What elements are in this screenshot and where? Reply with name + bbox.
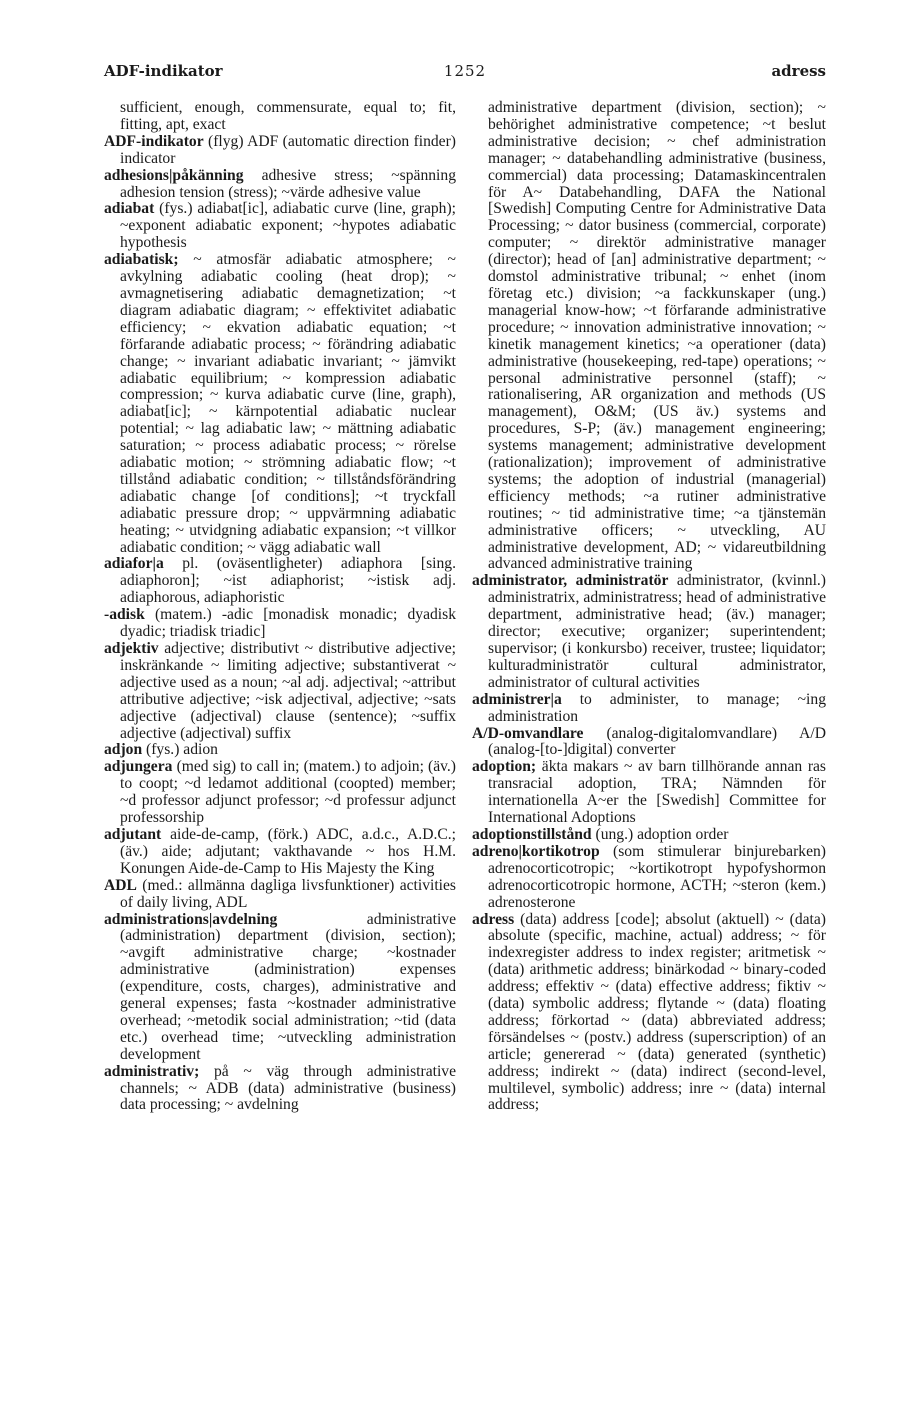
definition: (fys.) adiabat[ic], adiabatic curve (line, graph); ~exponent adiabatic exponent; ~hypotes adiabatic hypothesis [120, 200, 456, 252]
definition: (med sig) to call in; (matem.) to adjoin; (äv.) to coopt; ~d ledamot additional (coopted) member; ~d professor adjunct professor; ~d professur adjunct professorship [120, 758, 456, 827]
definition: administrator, (kvinnl.) administratrix, administratress; head of administrative department, administrative head; (äv.) manager; director; executive; organizer; superintendent; supervisor; (i konkursbo) receiver, trustee; liquidator; kulturadministratör cultural administrator, administrator of cultural activities [488, 572, 826, 691]
headword: adjon [104, 741, 143, 759]
dictionary-entry [472, 726, 826, 760]
page-header [104, 58, 826, 88]
dictionary-entry [104, 878, 456, 912]
definition: aide-de-camp, (förk.) ADC, a.d.c., A.D.C.; (äv.) aide; adjutant; vakthavande ~ hos H.M. Konungen Aide-de-Camp to His Majesty the King [120, 825, 456, 877]
definition: ~ atmosfär adiabatic atmosphere; ~ avkylning adiabatic cooling (heat drop); ~ avmagnetisering adiabatic demagnetization; ~t diagram adiabatic diagram; ~ effektivitet adiabatic efficiency; ~ ekvation adiabatic equation; ~t förfarande adiabatic process; ~ förändring adiabatic change; ~ invariant adiabatic invariant; ~ jämvikt adiabatic equilibrium; ~ kompression adiabatic compression; ~ kurva adiabatic curve (line, graph), adiabat[ic]; ~ kärnpotential adiabatic nuclear potential; ~ lag adiabatic law; ~ mättning adiabatic saturation; ~ process adiabatic process; ~ rörelse adiabatic motion; ~ strömning adiabatic flow; ~t tillstånd adiabatic condition; ~ tillståndsförändring adiabatic change [of conditions]; ~t tryckfall adiabatic pressure drop; ~ uppvärmning adiabatic heating; ~ utvidgning adiabatic expansion; ~t villkor adiabatic condition; ~ vägg adiabatic wall [120, 251, 456, 556]
definition: på ~ väg through administrative channels; ~ ADB (data) administrative (business) data processing; ~ avdelning [120, 1062, 456, 1114]
dictionary-entry [104, 912, 456, 1064]
dictionary-entry [472, 573, 826, 691]
definition: (matem.) -adic [monadisk monadic; dyadisk dyadic; triadisk triadic] [120, 606, 456, 641]
dictionary-entry [104, 556, 456, 607]
definition: äkta makars ~ av barn tillhörande annan ras transracial adoption, TRA; Nämnden för internationella A~er the [Swedish] Committee for International Adoptions [488, 758, 827, 827]
dictionary-entry [472, 827, 826, 844]
definition: (med.: allmänna dagliga livsfunktioner) activities of daily living, ADL [120, 876, 456, 911]
definition: (ung.) adoption order [595, 825, 729, 843]
headword: adhesions|påkänning [104, 166, 244, 184]
dictionary-entry [472, 912, 826, 1115]
definition: (analog-digitalomvandlare) A/D (analog-[to-]digital) converter [488, 724, 826, 759]
definition: (som stimulerar binjurebarken) adrenocorticotropic; ~kortikotropt hypofyshormon adrenocorticotropic hormone, ACTH; ~steron (kem.) adrenosterone [488, 842, 826, 911]
dictionary-entry [104, 759, 456, 827]
headword: ADL [104, 876, 137, 894]
dictionary-entry [104, 742, 456, 759]
headword: adiabat [104, 200, 155, 218]
headword: administrativ; [104, 1062, 200, 1080]
dictionary-entry [472, 844, 826, 912]
dictionary-entry [104, 100, 456, 134]
headword: adress [472, 910, 515, 928]
headword: A/D-omvandlare [472, 724, 584, 742]
page-number: 1252 [443, 62, 487, 80]
dictionary-entry [104, 134, 456, 168]
headword: adiabatisk; [104, 251, 179, 269]
dictionary-entry [472, 692, 826, 726]
headword: adjungera [104, 758, 173, 776]
right-column [472, 100, 826, 1114]
dictionary-entry [104, 827, 456, 878]
dictionary-entry [104, 607, 456, 641]
dictionary-entry [104, 168, 456, 202]
dictionary-entry [104, 252, 456, 556]
headword: ADF-indikator [104, 132, 204, 150]
definition: (fys.) adion [146, 741, 218, 759]
left-column [104, 100, 456, 1114]
definition: pl. (oväsentligheter) adiaphora [sing. adiaphoron]; ~ist adiaphorist; ~istisk adj. adiaphorous, adiaphoristic [120, 555, 456, 607]
headword: -adisk [104, 606, 145, 624]
definition: to administer, to manage; ~ing administration [488, 690, 826, 725]
definition: (data) address [code]; absolut (aktuell) ~ (data) absolute (specific, machine, actual) address; ~ för indexregister address to index register; aritmetisk ~ (data) arithmetic address; binärkodad ~ binary-coded address; effektiv ~ (data) effective address; fiktiv ~ (data) symbolic address; flytande ~ (data) floating address; förkortad ~ (data) abbreviated address; försändelses ~ (postv.) address (superscription) of an article; genererad ~ (data) generated (synthetic) address; indirekt ~ (data) indirect (second-level, multilevel, symbolic) address; inre ~ (data) internal address; [488, 910, 826, 1114]
definition: (flyg) ADF (automatic direction finder) indicator [120, 132, 456, 167]
dictionary-entry [472, 100, 826, 573]
headword: administrator, administratör [472, 572, 669, 590]
right-guide-word: adress [771, 62, 826, 80]
definition: administrative department (division, section); ~ behörighet administrative competence; ~t beslut administrative decision; ~ chef administration manager; ~ databehandling administrative (business, commercial) data processing; Datamaskincentralen för A~ Databehandling, DAFA the National [Swedish] Computing Centre for Administrative Data Processing; ~ dator business (commercial, corporate) computer; ~ direktör administrative manager (director); head of [an] administrative department; ~ domstol administrative tribunal; ~ enhet (inom företag etc.) division; ~a fackkunskaper (ung.) managerial know-how; ~t förfarande administrative procedure; ~ innovation administrative innovation; ~ kinetik management kinetics; ~a operationer (data) administrative (housekeeping, red-tape) operations; ~ personal administrative personnel (staff); ~ rationalisering, AR organization and methods (US management), O&M; (US äv.) systems and procedures, S-P; (äv.) management engineering; systems management; administrative development (rationalization); improvement of administrative systems; the adoption of industrial (managerial) efficiency methods; ~a rutiner administrative routines; ~ tid administrative time; ~a tjänstemän administrative officers; ~ utveckling, AU administrative development, AD; ~ vidareutbildning advanced administrative training [488, 99, 826, 573]
headword: adoption; [472, 758, 537, 776]
dictionary-entry [104, 201, 456, 252]
definition: adhesive stress; ~spänning adhesion tension (stress); ~värde adhesive value [120, 166, 456, 201]
headword: adjektiv [104, 640, 159, 657]
dictionary-entry [104, 641, 456, 742]
headword: adjutant [104, 825, 162, 843]
headword: administrations|avdelning [104, 910, 278, 928]
headword: adiafor|a [104, 555, 164, 573]
dictionary-entry [472, 759, 826, 827]
headword: adoptionstillstånd [472, 825, 592, 843]
definition: administrative (administration) department (division, section); ~avgift administrative charge; ~kostnader administrative (administration) expenses (expenditure, costs, charges), administrative and general expenses; fasta ~kostnader administrative overhead; ~metodik social administration; ~tid (data etc.) overhead time; ~utveckling administration development [120, 910, 456, 1063]
left-guide-word: ADF-indikator [104, 62, 223, 80]
definition: sufficient, enough, commensurate, equal to; fit, fitting, apt, exact [120, 99, 456, 133]
headword: adreno|kortikotrop [472, 842, 600, 860]
dictionary-entry [104, 1064, 456, 1115]
definition: adjective; distributivt ~ distributive adjective; inskränkande ~ limiting adjective; substantiverat ~ adjective used as a noun; ~al adj. adjectival; ~attribut attributive adjective; ~isk adjectival, adjective; ~sats adjective (adjectival) clause (sentence); ~suffix adjective (adjectival) suffix [120, 640, 456, 742]
headword: administrer|a [472, 690, 562, 708]
